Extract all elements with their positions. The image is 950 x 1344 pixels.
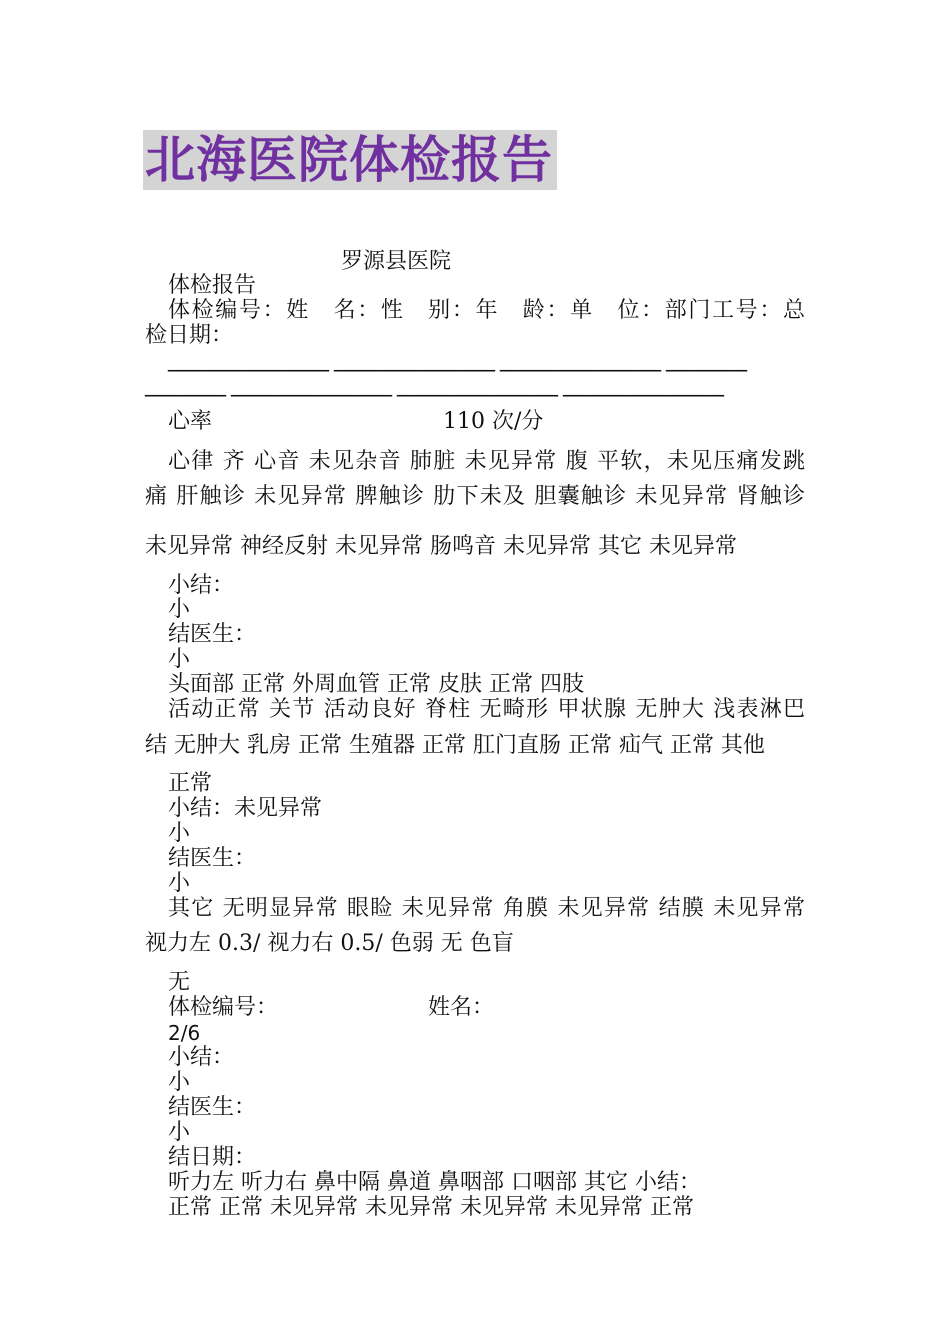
summary-fragment: 小: [168, 821, 191, 846]
blank-underline-row: ________________ ________________ ________________ ________: [168, 347, 746, 372]
page-number: 2/6: [168, 1021, 201, 1045]
ent-values-line: 正常 正常 未见异常 未见异常 未见异常 未见异常 正常: [168, 1195, 694, 1220]
heart-rate-label: 心率: [168, 409, 213, 434]
internal-exam-line: 痛 肝触诊 未见异常 脾触诊 肋下未及 胆囊触诊 未见异常 肾触诊: [145, 484, 805, 509]
summary-fragment: 小: [168, 1120, 191, 1145]
summary-fragment: 小: [168, 871, 191, 896]
blank-underline-row: ________ ________________ ________________ ________________: [145, 372, 723, 397]
summary-fragment: 小: [168, 597, 191, 622]
hospital-name: 罗源县医院: [341, 249, 452, 274]
exam-date-label: 检日期：: [145, 323, 234, 348]
internal-exam-line: 未见异常 神经反射 未见异常 肠鸣音 未见异常 其它 未见异常: [145, 534, 737, 559]
footer-name-label: 姓名：: [428, 995, 495, 1020]
summary-fragment: 小: [168, 1070, 191, 1095]
report-label: 体检报告: [168, 273, 257, 298]
surgical-exam-line: 正常: [168, 771, 213, 796]
summary-fragment: 小: [168, 647, 191, 672]
eye-exam-line: 无: [168, 970, 191, 995]
summary-label: 小结：: [168, 1045, 235, 1070]
doctor-label: 结医生：: [168, 846, 257, 871]
eye-exam-line: 视力左 0.3/ 视力右 0.5/ 色弱 无 色盲: [145, 931, 514, 956]
eye-exam-line: 其它 无明显异常 眼睑 未见异常 角膜 未见异常 结膜 未见异常: [168, 896, 805, 921]
heart-rate-value: 110 次/分: [443, 409, 544, 434]
doctor-label: 结医生：: [168, 622, 257, 647]
summary-label: 小结：: [168, 573, 235, 598]
surgical-exam-line: 结 无肿大 乳房 正常 生殖器 正常 肛门直肠 正常 疝气 正常 其他: [145, 733, 765, 758]
page-title: 北海医院体检报告: [143, 130, 557, 190]
summary-label: 小结：未见异常: [168, 796, 323, 821]
surgical-exam-line: 头面部 正常 外周血管 正常 皮肤 正常 四肢: [168, 672, 584, 697]
ent-header-line: 听力左 听力右 鼻中隔 鼻道 鼻咽部 口咽部 其它 小结：: [168, 1170, 701, 1195]
footer-id-label: 体检编号：: [168, 995, 279, 1020]
date-label: 结日期：: [168, 1145, 257, 1170]
id-fields-line: 体检编号：姓 名：性 别：年 龄：单 位：部门工号：总: [168, 298, 805, 323]
internal-exam-line: 心律 齐 心音 未见杂音 肺脏 未见异常 腹 平软，未见压痛发跳: [168, 449, 805, 474]
doctor-label: 结医生：: [168, 1095, 257, 1120]
surgical-exam-line: 活动正常 关节 活动良好 脊柱 无畸形 甲状腺 无肿大 浅表淋巴: [168, 697, 805, 722]
